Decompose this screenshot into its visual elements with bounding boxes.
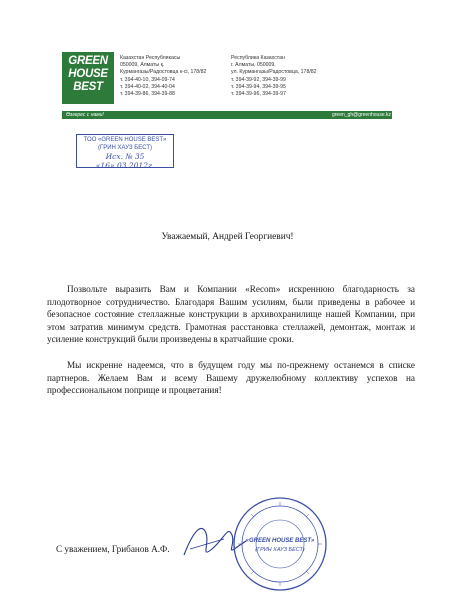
address-kz-line: 050009, Алматы қ. — [120, 62, 165, 69]
address-russian — [231, 55, 317, 98]
registration-stamp-line2: (ГРИН ХАУЗ БЕСТ) — [97, 145, 152, 151]
address-kz-line: т. 394-39-86, 394-39-88 — [120, 91, 175, 98]
address-ru-line: т. 394-39-94, 394-39-95 — [231, 83, 286, 90]
letter-signature-line: С уважением, Грибанов А.Ф. — [56, 544, 170, 554]
logo-line-2: HOUSE — [68, 68, 108, 80]
registration-number: Исх. № 35 — [105, 152, 145, 161]
letterhead-email: green_gh@greenhouse.kz — [331, 112, 391, 118]
registration-stamp — [76, 134, 174, 168]
letter-paragraph-1: Позвольте выразить Вам и Компании «Recom» искреннюю благодарность за плодотворное сотрудничество. Благодаря Вашим усилиям, были приведены в рабочее и безопасное состояние стеллажные конструкции в архивохранилище нашей Компании, при этом затратив минимум средств. Грамотная расстановка стеллажей, демонтаж, монтаж и усиление конструкций были произведены в кратчайшие сроки. — [47, 284, 415, 345]
seal-center-line1: «GREEN HOUSE BEST» — [245, 538, 315, 544]
registration-stamp-line1: ТОО «GREEN HOUSE BEST» — [83, 137, 167, 143]
address-kazakh — [120, 55, 206, 98]
address-kz-line: т. 394-40-10, 394-09-74 — [120, 76, 175, 83]
address-ru-line: г. Алматы, 050009, — [231, 62, 276, 69]
company-logo — [62, 52, 114, 104]
address-ru-line: ул. Курмангазы/Радостовца, 178/82 — [231, 69, 317, 76]
address-ru-line: Республика Казахстан — [231, 55, 285, 61]
letter-greeting: Уважаемый, Андрей Георгиевич! — [161, 232, 294, 242]
address-kz-line: Казахстан Республикасы — [120, 55, 181, 61]
logo-line-3: BEST — [73, 81, 103, 93]
registration-date: «16» 03 2012г. — [95, 161, 155, 170]
address-kz-line: Курмангазы/Радостовца к-сі, 178/82 — [120, 69, 207, 76]
letterhead-tagline: Өзгерес с нами! — [66, 112, 104, 118]
address-kz-line: т. 394-40-02, 394-40-04 — [120, 83, 175, 90]
address-ru-line: т. 394-39-96, 394-39-97 — [231, 91, 286, 98]
letter-paragraph-2: Мы искренне надеемся, что в будущем году мы по-прежнему останемся в списке партнеров. Желаем Вам и всему Вашему дружелюбному коллективу успехов на профессиональном поприще и процветания! — [47, 360, 415, 396]
address-ru-line: т. 394-39-92, 394-39-99 — [231, 76, 286, 83]
company-round-seal — [230, 494, 330, 594]
logo-line-1: GREEN — [68, 55, 108, 67]
seal-center-line2: (ГРИН ХАУЗ БЕСТ) — [255, 547, 305, 553]
